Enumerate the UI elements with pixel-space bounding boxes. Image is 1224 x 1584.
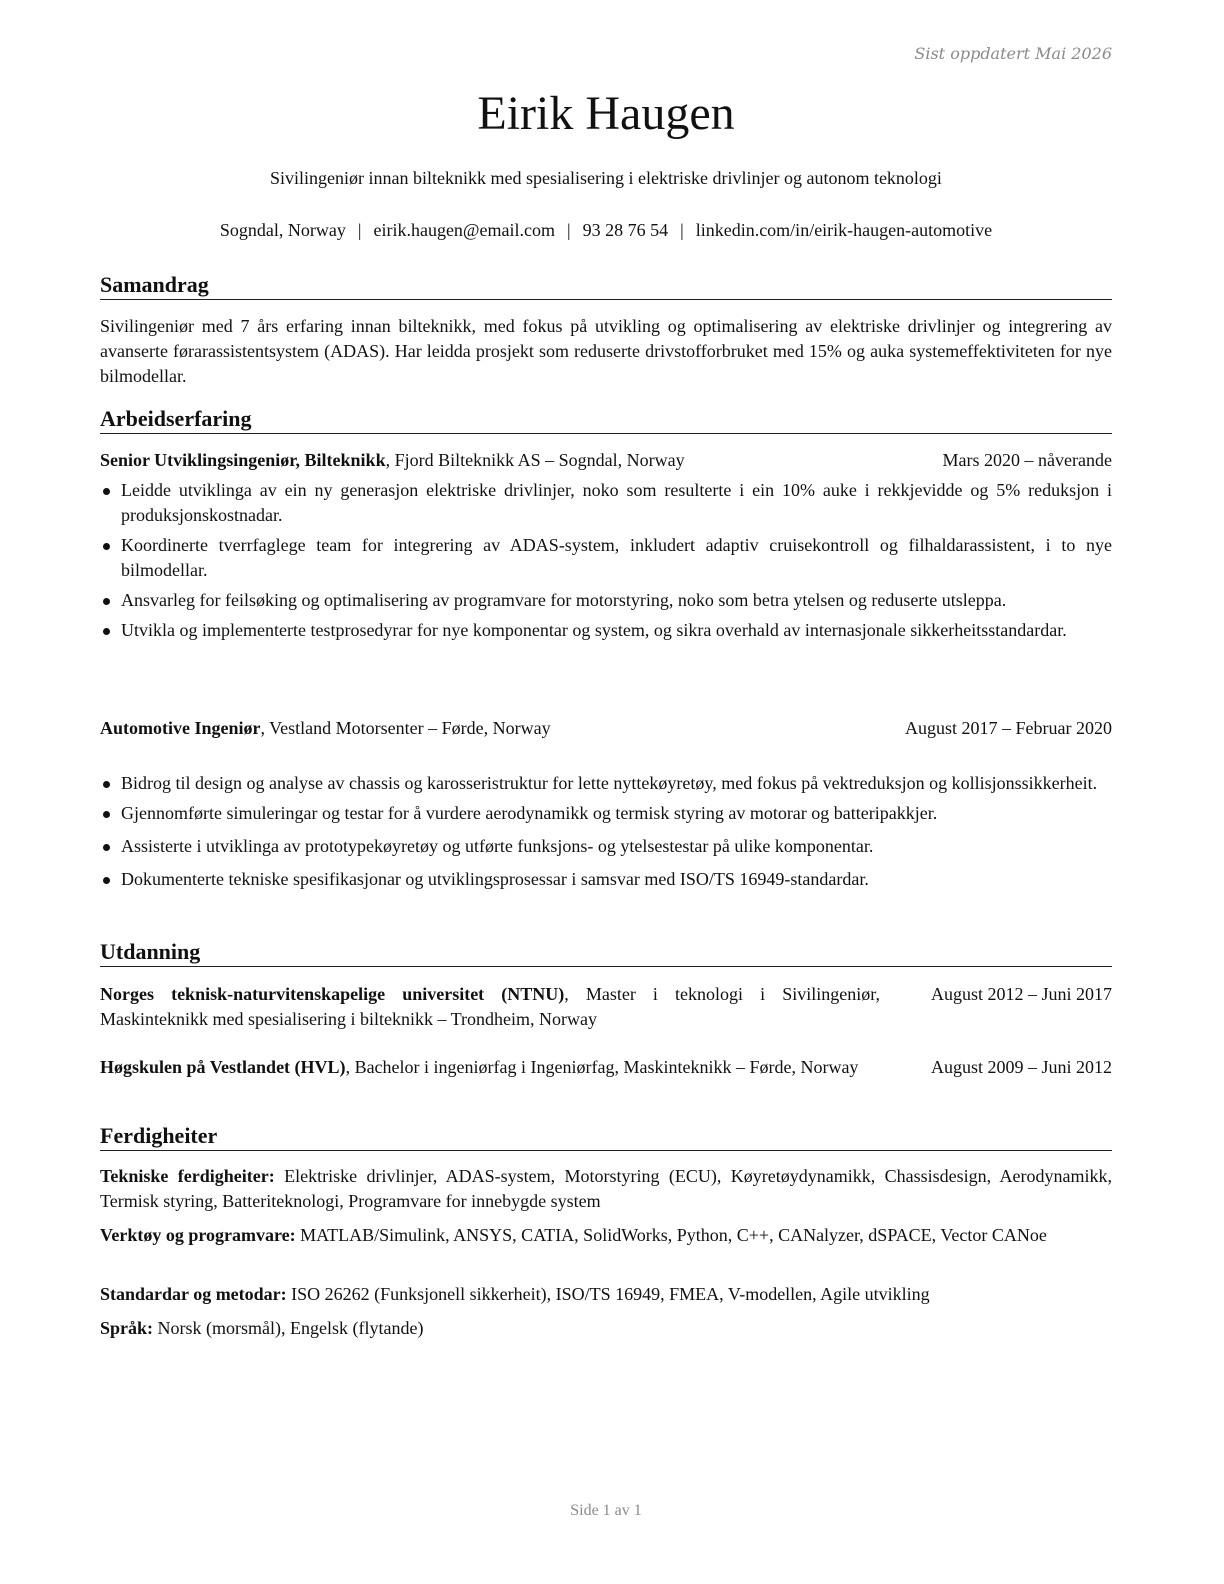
job-title-line: [100, 716, 551, 741]
section-title-skills: Ferdigheiter: [100, 1123, 1112, 1151]
education-entry: [100, 1055, 1112, 1080]
education-school: Norges teknisk-naturvitenskapelige universitet (NTNU): [100, 984, 565, 1004]
skill-value: ISO 26262 (Funksjonell sikkerheit), ISO/TS 16949, FMEA, V-modellen, Agile utvikling: [286, 1284, 930, 1304]
skill-label: Standardar og metodar:: [100, 1284, 287, 1304]
job-title: Automotive Ingeniør: [100, 718, 261, 738]
skill-row: [100, 1164, 1112, 1214]
skill-row: [100, 1316, 1112, 1341]
skill-label: Verktøy og programvare:: [100, 1225, 296, 1245]
resume-page: [100, 0, 1112, 1584]
education-entry: [100, 982, 1112, 1032]
job-dates: Mars 2020 – nåverande: [942, 450, 1112, 470]
job-org: , Fjord Bilteknikk AS – Sogndal, Norway: [385, 450, 685, 470]
job-dates: August 2017 – Februar 2020: [905, 718, 1112, 738]
skill-label: Språk:: [100, 1318, 154, 1338]
education-detail: , Master i teknologi i Sivilingeniør, Maskinteknikk med spesialisering i bilteknikk – Trondheim, Norway: [100, 984, 880, 1029]
job-title: Senior Utviklingsingeniør, Bilteknikk: [100, 450, 386, 470]
list-item: Utvikla og implementerte testprosedyrar for nye komponentar og system, og sikra overhald av internasjonale sikkerheitsstandardar.: [100, 618, 1112, 643]
last-updated: Sist oppdatert Mai 2026: [914, 44, 1112, 63]
skill-value: MATLAB/Simulink, ANSYS, CATIA, SolidWorks, Python, C++, CANalyzer, dSPACE, Vector CANoe: [295, 1225, 1047, 1245]
education-text: [100, 982, 880, 1032]
contact-phone: 93 28 76 54: [582, 220, 669, 240]
list-item: Ansvarleg for feilsøking og optimalisering av programvare for motorstyring, noko som betra ytelsen og reduserte utsleppa.: [100, 588, 1112, 613]
job-title-line: [100, 448, 685, 473]
list-item: Koordinerte tverrfaglege team for integrering av ADAS-system, inkludert adaptiv cruisekontroll og filhaldarassistent, i to nye bilmodellar.: [100, 533, 1112, 583]
skill-value: Norsk (morsmål), Engelsk (flytande): [153, 1318, 424, 1338]
education-dates: August 2012 – Juni 2017: [930, 984, 1112, 1004]
contact-separator: |: [357, 220, 362, 240]
job-org: , Vestland Motorsenter – Førde, Norway: [260, 718, 551, 738]
contact-separator: |: [680, 220, 684, 240]
section-title-summary: Samandrag: [100, 272, 1112, 300]
job-bullets: [100, 478, 1112, 643]
tagline: Sivilingeniør innan bilteknikk med spesialisering i elektriske drivlinjer og autonom teknologi: [270, 168, 942, 188]
candidate-name: Eirik Haugen: [477, 87, 735, 140]
contact-separator: |: [566, 220, 571, 240]
education-text: [100, 1055, 880, 1080]
education-school: Høgskulen på Vestlandet (HVL): [100, 1057, 346, 1077]
contact-line: [100, 220, 1112, 241]
skill-label: Tekniske ferdigheiter:: [100, 1166, 275, 1186]
skill-row: [100, 1223, 1112, 1248]
section-title-experience: Arbeidserfaring: [100, 406, 1112, 434]
skill-row: [100, 1282, 1112, 1307]
summary-text: Sivilingeniør med 7 års erfaring innan bilteknikk, med fokus på utvikling og optimalisering av elektriske drivlinjer og integrering av avanserte førarassistentsystem (ADAS). Har leidda prosjekt som reduserte drivstofforbruket med 15% og auka systemeffektiviteten for nye bilmodellar.: [100, 316, 1112, 386]
education-dates: August 2009 – Juni 2012: [930, 1057, 1112, 1077]
education-detail: , Bachelor i ingeniørfag i Ingeniørfag, Maskinteknikk – Førde, Norway: [345, 1057, 859, 1077]
list-item: Gjennomførte simuleringar og testar for å vurdere aerodynamikk og termisk styring av motorar og batteripakkjer.: [100, 801, 1112, 826]
contact-linkedin[interactable]: linkedin.com/in/eirik-haugen-automotive: [695, 220, 993, 240]
skill-value: Elektriske drivlinjer, ADAS-system, Motorstyring (ECU), Køyretøydynamikk, Chassisdesign, Aerodynamikk, Termisk styring, Batteriteknologi, Programvare for innebygde system: [100, 1166, 1112, 1211]
list-item: Leidde utviklinga av ein ny generasjon elektriske drivlinjer, noko som resulterte i ein 10% auke i rekkjevidde og 5% reduksjon i produksjonskostnadar.: [100, 478, 1112, 528]
job-bullets: [100, 771, 1112, 892]
list-item: Assisterte i utviklinga av prototypekøyretøy og utførte funksjons- og ytelsestestar på ulike komponentar.: [100, 834, 1112, 859]
section-title-education: Utdanning: [100, 939, 1112, 967]
contact-email[interactable]: eirik.haugen@email.com: [373, 220, 555, 240]
list-item: Bidrog til design og analyse av chassis og karosseristruktur for lette nyttekøyretøy, med fokus på vektreduksjon og kollisjonssikkerheit.: [100, 771, 1112, 796]
page-number: Side 1 av 1: [570, 1502, 642, 1519]
list-item: Dokumenterte tekniske spesifikasjonar og utviklingsprosessar i samsvar med ISO/TS 16949-standardar.: [100, 867, 1112, 892]
contact-location: Sogndal, Norway: [219, 220, 346, 240]
